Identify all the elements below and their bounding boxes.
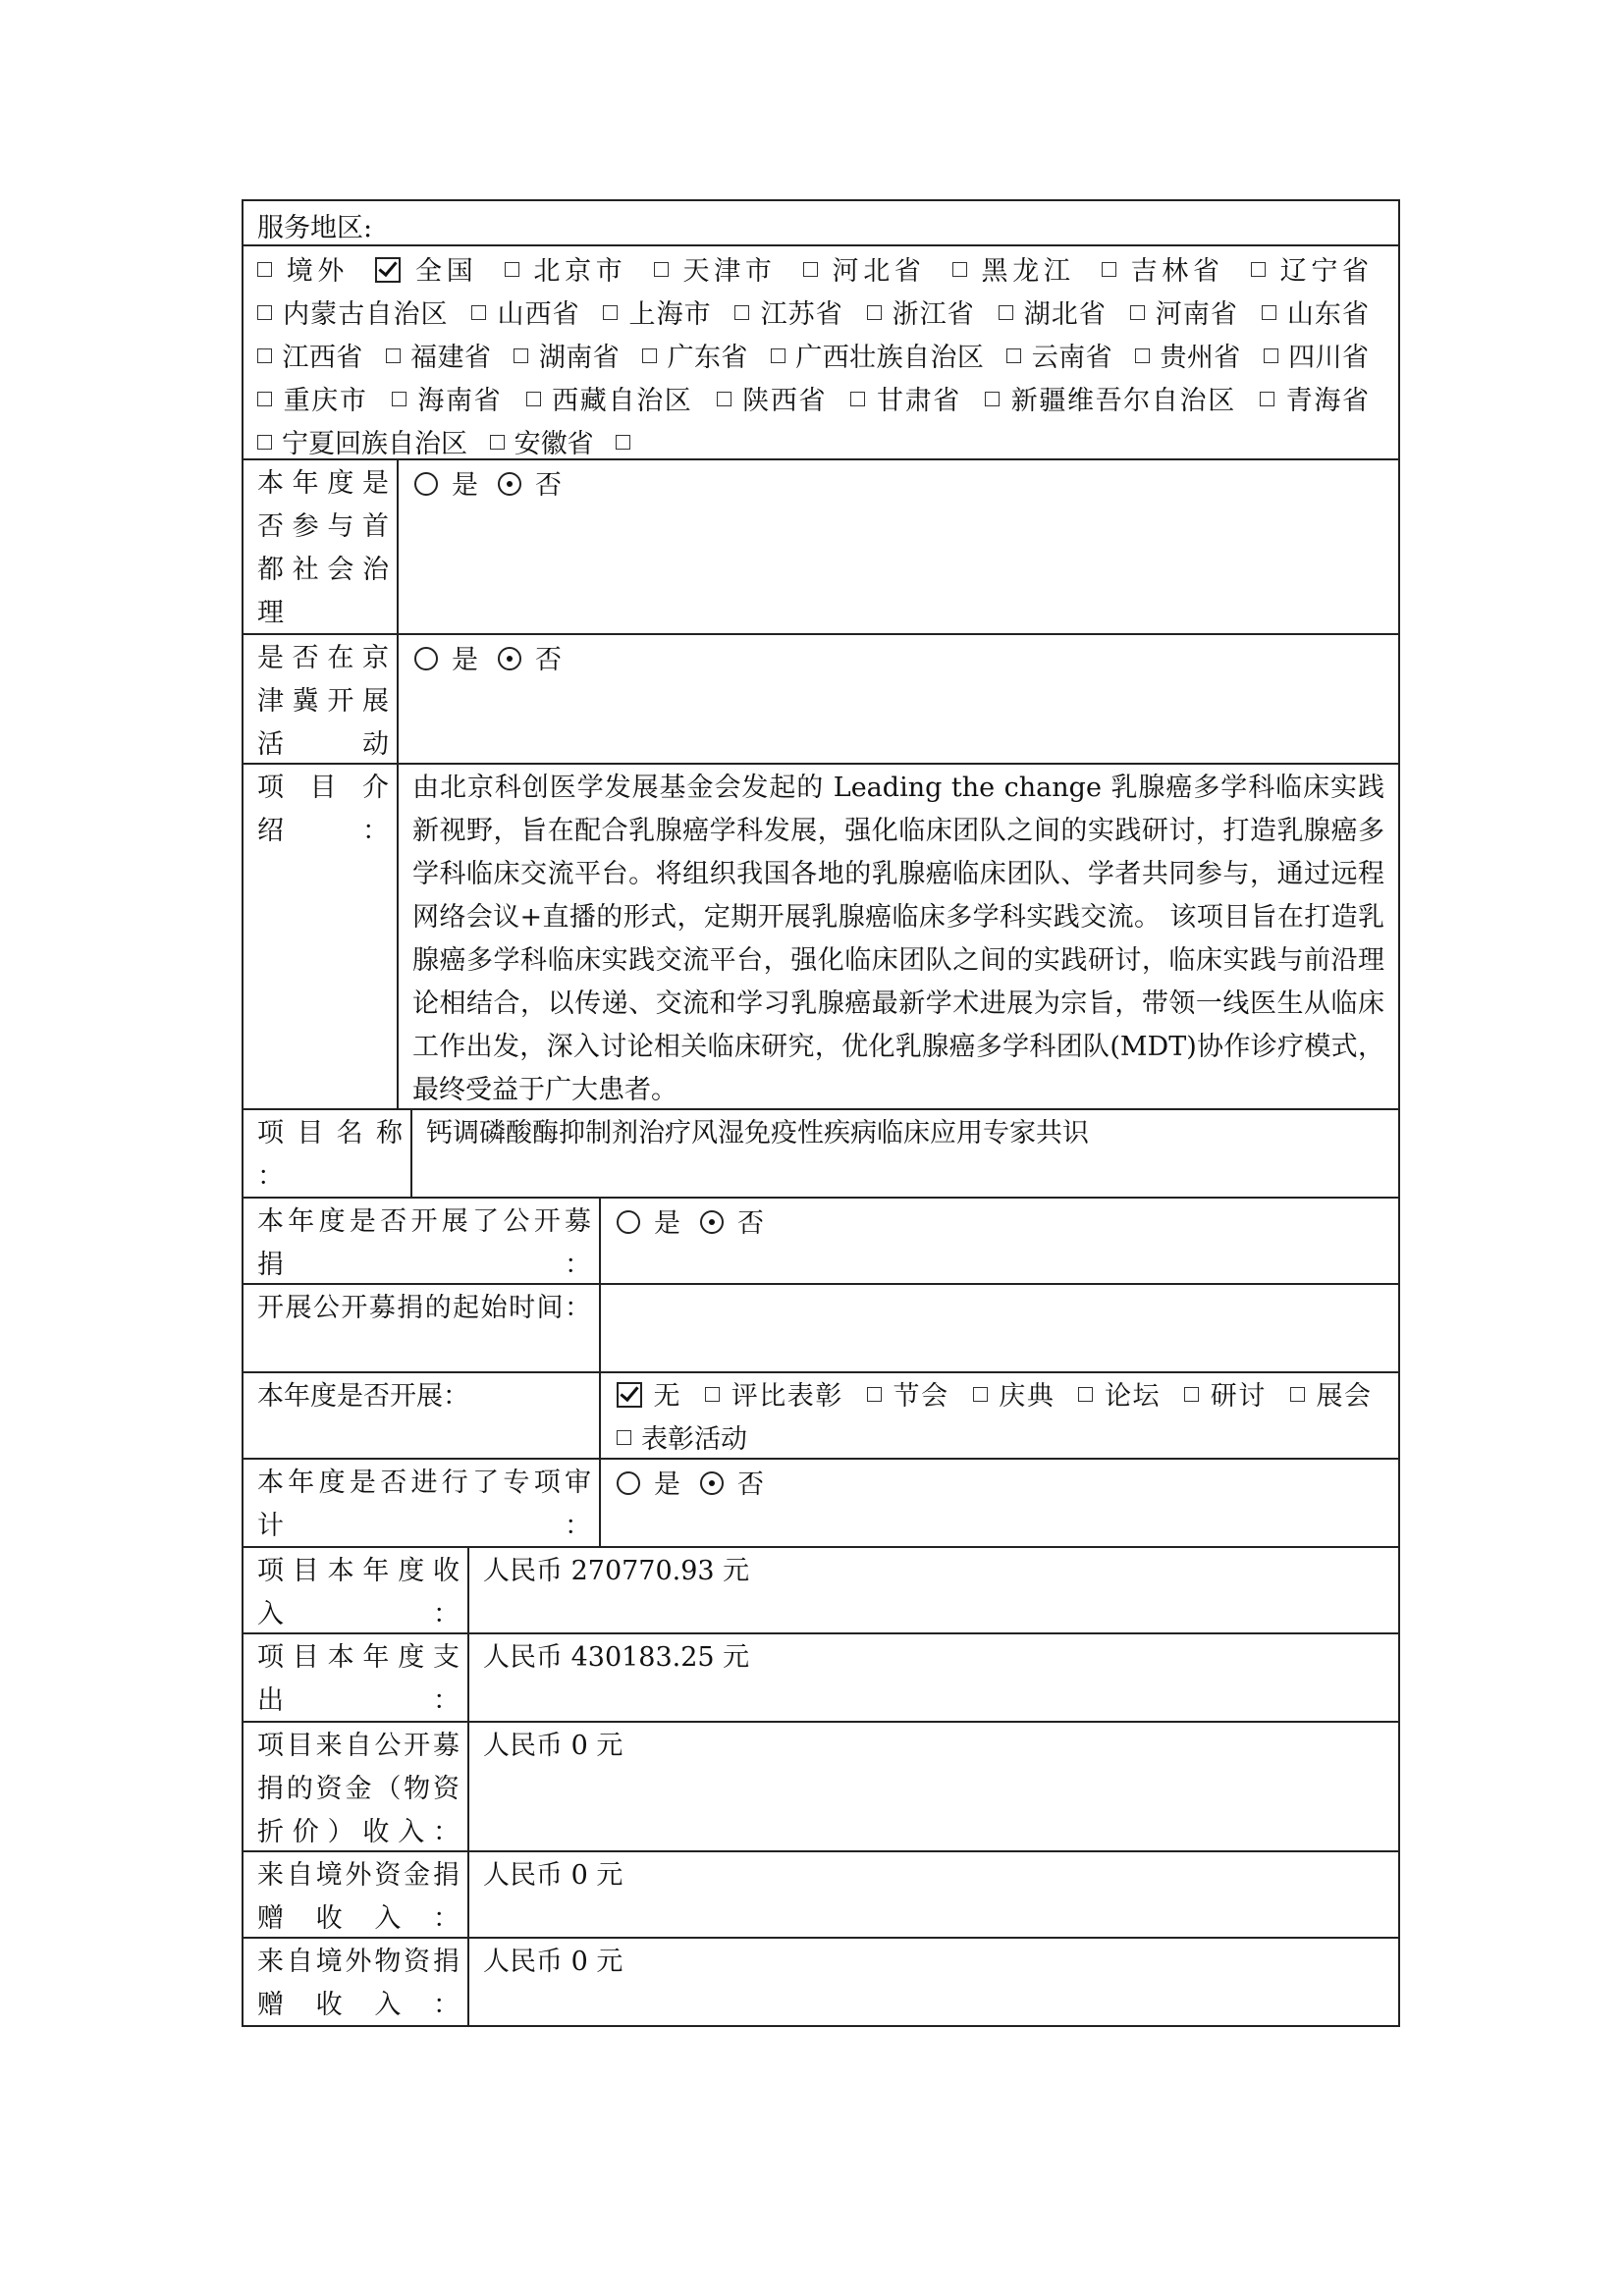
overseas-goods-label: 来自境外物资捐赠收入： xyxy=(257,1947,460,2020)
overseas-fund-row xyxy=(242,1850,1400,1939)
option-label: 云南省 xyxy=(1031,343,1112,373)
checkbox-icon[interactable] xyxy=(526,392,541,406)
jingjinji-row xyxy=(242,633,1400,765)
option-service-area-11[interactable] xyxy=(734,299,842,330)
option-label: 广西壮族自治区 xyxy=(794,343,985,373)
option-service-area-12[interactable] xyxy=(867,299,975,330)
option-label: 评比表彰 xyxy=(730,1381,843,1412)
radio-no-label: 否 xyxy=(535,470,562,501)
project-name-value: 钙调磷酸酶抑制剂治疗风湿免疫性疾病临床应用专家共识 xyxy=(426,1118,1089,1148)
capital-governance-row xyxy=(242,458,1400,635)
fundraising-start-row xyxy=(242,1283,1400,1373)
option-label: 天津市 xyxy=(677,256,777,287)
option-service-area-20[interactable] xyxy=(771,343,984,373)
option-service-area-7[interactable] xyxy=(1251,256,1369,287)
option-label: 江西省 xyxy=(282,343,363,373)
option-label: 新疆维吾尔自治区 xyxy=(1009,386,1236,416)
checkbox-icon[interactable] xyxy=(1264,348,1278,363)
option-activities-7[interactable] xyxy=(617,1424,747,1455)
option-label: 北京市 xyxy=(528,256,627,287)
special-audit-row xyxy=(242,1458,1400,1548)
checkbox-icon[interactable] xyxy=(850,392,865,406)
overseas-fund-value: 人民币 0 元 xyxy=(483,1860,623,1891)
option-activities-6[interactable] xyxy=(1290,1381,1371,1412)
option-label: 福建省 xyxy=(409,343,492,373)
checkbox-icon[interactable] xyxy=(257,305,272,320)
public-fund-income-row xyxy=(242,1721,1400,1852)
public-fundraising-label: 本年度是否开展了公开募捐： xyxy=(257,1206,591,1280)
capital-governance-label: 本年度是否参与首都社会治理 xyxy=(257,468,389,628)
income-row xyxy=(242,1546,1400,1634)
intro-label: 项 目 介 绍： xyxy=(257,773,389,846)
option-service-area-9[interactable] xyxy=(471,299,579,330)
option-label: 论坛 xyxy=(1103,1381,1162,1412)
capital-governance-radio xyxy=(399,460,1398,633)
radio-no-icon[interactable] xyxy=(498,472,521,496)
option-label: 研讨 xyxy=(1209,1381,1267,1412)
project-name-label: 项 目 名 称 ： xyxy=(257,1118,403,1192)
option-label: 展会 xyxy=(1314,1381,1372,1412)
checkbox-icon[interactable] xyxy=(867,1387,882,1402)
option-service-area-19[interactable] xyxy=(642,343,748,373)
radio-no-label: 否 xyxy=(535,645,562,675)
option-activities-3[interactable] xyxy=(973,1381,1056,1412)
option-activities-1[interactable] xyxy=(705,1381,843,1412)
checkbox-icon[interactable] xyxy=(654,262,669,277)
checkbox-icon[interactable] xyxy=(617,1430,631,1445)
option-service-area-25[interactable] xyxy=(392,386,503,416)
expense-row xyxy=(242,1632,1400,1723)
checkbox-icon[interactable] xyxy=(386,348,401,363)
checkbox-icon[interactable] xyxy=(1290,1387,1305,1402)
special-audit-label: 本年度是否进行了专项审计： xyxy=(257,1468,591,1541)
checkbox-icon[interactable] xyxy=(717,392,731,406)
expense-label: 项目本年度支出： xyxy=(257,1642,460,1716)
checkbox-icon[interactable] xyxy=(1260,392,1274,406)
radio-no-label: 否 xyxy=(737,1469,764,1500)
option-service-area-18[interactable] xyxy=(514,343,620,373)
option-service-area-2[interactable] xyxy=(505,256,627,287)
option-label: 安徽省 xyxy=(514,429,594,458)
option-service-area-33[interactable] xyxy=(616,429,640,458)
option-label: 湖南省 xyxy=(538,343,621,373)
option-label: 辽宁省 xyxy=(1274,256,1370,287)
option-label: 海南省 xyxy=(415,386,503,416)
checkbox-icon[interactable] xyxy=(257,348,272,363)
option-label: 山西省 xyxy=(496,299,580,330)
radio-yes-icon[interactable] xyxy=(617,1471,640,1495)
option-service-area-30[interactable] xyxy=(1260,386,1369,416)
option-service-area-17[interactable] xyxy=(386,343,492,373)
option-label: 青海省 xyxy=(1284,386,1369,416)
checkbox-icon[interactable] xyxy=(803,262,818,277)
intro-text: 由北京科创医学发展基金会发起的 Leading the change 乳腺癌多学科临床实践新视野，旨在配合乳腺癌学科发展，强化临床团队之间的实践研讨，打造乳腺癌多学科临床交流平台。将组织我国各地的乳腺癌临床团队、学者共同参与，通过远程网络会议+直播的形式，定期开展乳腺癌临床多学科实践交流。 该项目旨在打造乳腺癌多学科临床实践交流平台，强化临床团队之间的实践研讨，临床实践与前沿理论相结合，以传递、交流和学习乳腺癌最新学术进展为宗旨，带领一线医生从临床工作出发，深入讨论相关临床研究，优化乳腺癌多学科团队(MDT)协作诊疗模式，最终受益于广大患者。 xyxy=(412,773,1384,1105)
checked-checkbox-icon[interactable] xyxy=(617,1382,642,1408)
radio-no-icon[interactable] xyxy=(498,647,521,670)
intro-row xyxy=(242,763,1400,1110)
option-service-area-4[interactable] xyxy=(803,256,926,287)
overseas-goods-value: 人民币 0 元 xyxy=(483,1947,623,1977)
checkbox-icon[interactable] xyxy=(999,305,1013,320)
radio-yes-label: 是 xyxy=(654,1469,680,1500)
checkbox-icon[interactable] xyxy=(257,392,272,406)
option-label: 无 xyxy=(652,1381,682,1412)
radio-yes-label: 是 xyxy=(654,1208,680,1239)
option-activities-2[interactable] xyxy=(867,1381,949,1412)
public-fundraising-radio xyxy=(601,1199,1398,1283)
checkbox-icon[interactable] xyxy=(973,1387,988,1402)
option-service-area-6[interactable] xyxy=(1102,256,1224,287)
checkbox-icon[interactable] xyxy=(1184,1387,1199,1402)
option-activities-0[interactable] xyxy=(617,1381,681,1412)
jingjinji-label: 是否在京津冀开展活动 xyxy=(257,643,389,760)
radio-no-icon[interactable] xyxy=(700,1471,724,1495)
checkbox-icon[interactable] xyxy=(257,435,272,450)
option-service-area-10[interactable] xyxy=(603,299,711,330)
option-label: 浙江省 xyxy=(891,299,975,330)
service-area-block xyxy=(242,199,1400,460)
checkbox-icon[interactable] xyxy=(952,262,967,277)
income-value: 人民币 270770.93 元 xyxy=(483,1556,750,1586)
radio-yes-icon[interactable] xyxy=(617,1210,640,1234)
activities-options xyxy=(601,1373,1398,1458)
option-service-area-22[interactable] xyxy=(1135,343,1241,373)
option-service-area-14[interactable] xyxy=(1130,299,1238,330)
checkbox-icon[interactable] xyxy=(392,392,406,406)
option-label: 四川省 xyxy=(1287,343,1370,373)
option-service-area-32[interactable] xyxy=(490,429,594,458)
option-label: 节会 xyxy=(892,1381,949,1412)
activities-label: 本年度是否开展： xyxy=(257,1381,469,1412)
fundraising-start-label: 开展公开募捐的起始时间： xyxy=(257,1293,591,1323)
option-label: 宁夏回族自治区 xyxy=(282,429,467,458)
checkbox-icon[interactable] xyxy=(771,348,785,363)
overseas-goods-row xyxy=(242,1937,1400,2027)
option-label: 陕西省 xyxy=(740,386,828,416)
option-label: 重庆市 xyxy=(282,386,368,416)
radio-yes-label: 是 xyxy=(452,470,478,501)
option-label: 西藏自治区 xyxy=(550,386,693,416)
option-service-area-26[interactable] xyxy=(526,386,693,416)
checkbox-icon[interactable] xyxy=(257,262,272,277)
option-service-area-31[interactable] xyxy=(257,429,467,458)
checkbox-icon[interactable] xyxy=(1262,305,1276,320)
expense-value: 人民币 430183.25 元 xyxy=(483,1642,750,1673)
option-service-area-3[interactable] xyxy=(654,256,777,287)
option-label: 山东省 xyxy=(1285,299,1369,330)
checkbox-icon[interactable] xyxy=(616,435,630,450)
option-activities-4[interactable] xyxy=(1078,1381,1161,1412)
option-service-area-29[interactable] xyxy=(985,386,1236,416)
option-label: 河南省 xyxy=(1154,299,1239,330)
radio-no-label: 否 xyxy=(737,1208,764,1239)
checkbox-icon[interactable] xyxy=(603,305,618,320)
option-label: 湖北省 xyxy=(1022,299,1107,330)
checkbox-icon[interactable] xyxy=(505,262,519,277)
checkbox-icon[interactable] xyxy=(514,348,528,363)
option-label: 甘肃省 xyxy=(875,386,961,416)
public-fund-income-value: 人民币 0 元 xyxy=(483,1731,623,1761)
option-service-area-1[interactable] xyxy=(375,256,477,287)
checkbox-icon[interactable] xyxy=(490,435,505,450)
option-service-area-21[interactable] xyxy=(1006,343,1112,373)
radio-yes-icon[interactable] xyxy=(414,647,438,670)
option-service-area-27[interactable] xyxy=(717,386,828,416)
option-label: 黑龙江 xyxy=(976,256,1075,287)
project-name-row xyxy=(242,1108,1400,1199)
option-service-area-5[interactable] xyxy=(952,256,1075,287)
option-service-area-13[interactable] xyxy=(999,299,1107,330)
service-area-label: 服务地区: xyxy=(257,213,373,243)
checkbox-icon[interactable] xyxy=(705,1387,720,1402)
option-label: 吉林省 xyxy=(1125,256,1224,287)
option-label: 江苏省 xyxy=(759,299,843,330)
option-activities-5[interactable] xyxy=(1184,1381,1267,1412)
option-label: 内蒙古自治区 xyxy=(282,299,449,330)
option-service-area-16[interactable] xyxy=(257,343,363,373)
option-label: 全国 xyxy=(410,256,478,287)
option-label: 河北省 xyxy=(827,256,926,287)
checkbox-icon[interactable] xyxy=(642,348,657,363)
checkbox-icon[interactable] xyxy=(471,305,486,320)
option-service-area-8[interactable] xyxy=(257,299,449,330)
service-area-options xyxy=(244,246,1398,458)
checkbox-icon[interactable] xyxy=(734,305,749,320)
checkbox-icon[interactable] xyxy=(1251,262,1266,277)
option-service-area-28[interactable] xyxy=(850,386,961,416)
special-audit-radio xyxy=(601,1460,1398,1546)
option-service-area-15[interactable] xyxy=(1262,299,1369,330)
option-label: 贵州省 xyxy=(1160,343,1241,373)
checkbox-icon[interactable] xyxy=(1135,348,1150,363)
radio-no-icon[interactable] xyxy=(700,1210,724,1234)
checkbox-icon[interactable] xyxy=(1078,1387,1093,1402)
jingjinji-radio xyxy=(399,635,1398,763)
checkbox-icon[interactable] xyxy=(867,305,882,320)
activities-row xyxy=(242,1371,1400,1460)
public-fundraising-row xyxy=(242,1197,1400,1285)
option-service-area-0[interactable] xyxy=(257,256,349,287)
checkbox-icon[interactable] xyxy=(1130,305,1145,320)
checked-checkbox-icon[interactable] xyxy=(375,257,401,283)
overseas-fund-label: 来自境外资金捐赠收入： xyxy=(257,1860,460,1934)
option-service-area-23[interactable] xyxy=(1264,343,1369,373)
checkbox-icon[interactable] xyxy=(1006,348,1021,363)
checkbox-icon[interactable] xyxy=(985,392,1000,406)
radio-yes-icon[interactable] xyxy=(414,472,438,496)
radio-yes-label: 是 xyxy=(452,645,478,675)
option-label: 庆典 xyxy=(997,1381,1056,1412)
option-label: 上海市 xyxy=(627,299,712,330)
option-service-area-24[interactable] xyxy=(257,386,368,416)
option-label: 广东省 xyxy=(667,343,748,373)
public-fund-income-label: 项目来自公开募捐的资金（物资折价）收入： xyxy=(257,1731,460,1847)
fundraising-start-value xyxy=(601,1285,1398,1371)
income-label: 项目本年度收入： xyxy=(257,1556,460,1629)
option-label: 境外 xyxy=(282,256,350,287)
checkbox-icon[interactable] xyxy=(1102,262,1116,277)
option-label: 表彰活动 xyxy=(641,1424,747,1455)
